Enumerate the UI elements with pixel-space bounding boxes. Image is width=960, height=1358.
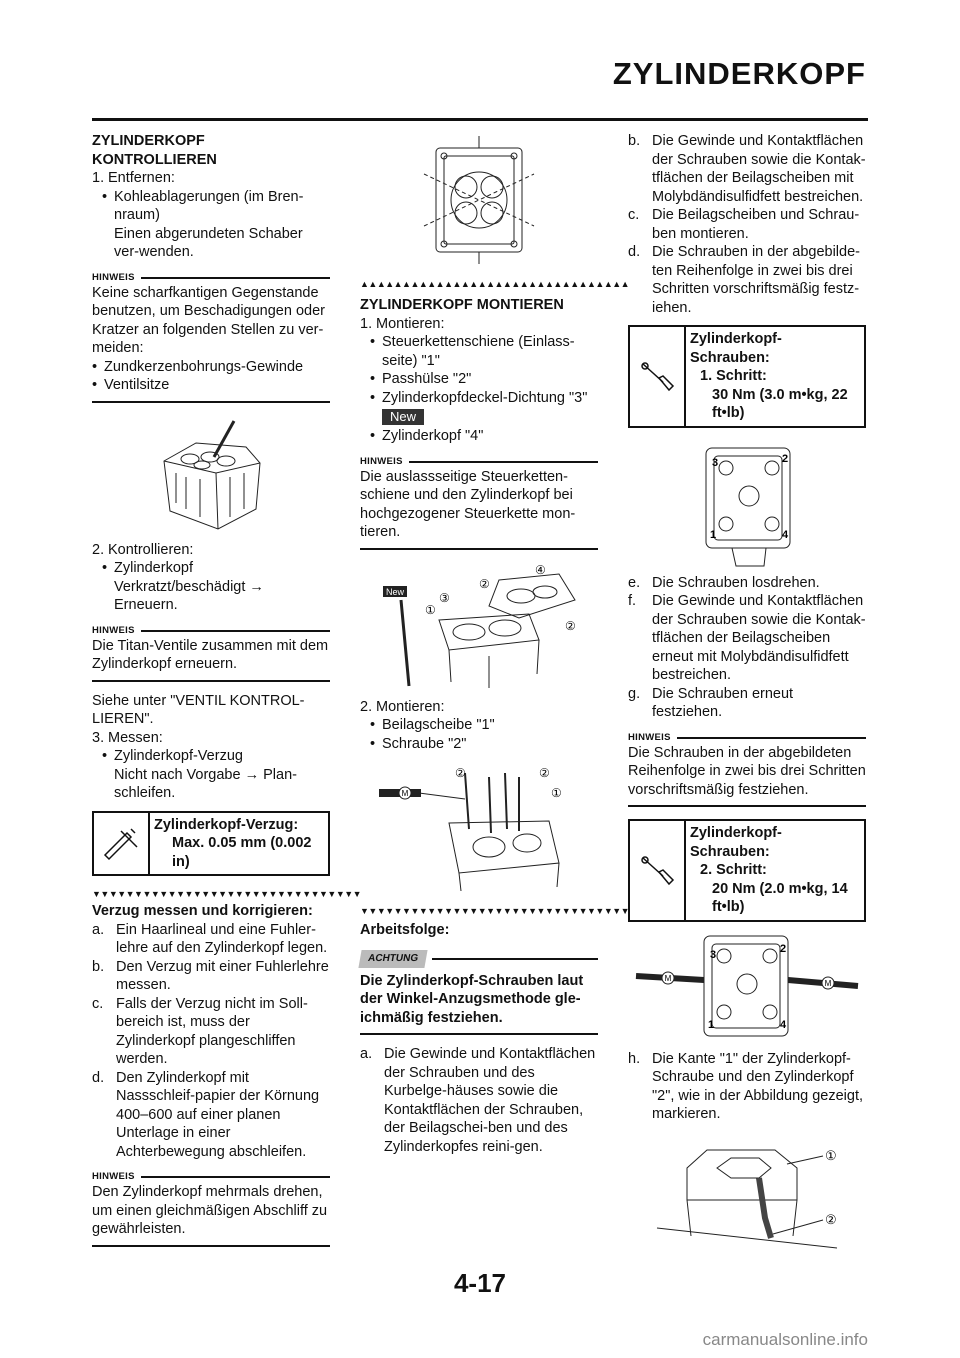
- page-number: 4-17: [453, 1268, 507, 1298]
- note-label: HINWEIS: [92, 624, 135, 636]
- sequence-label: 2: [780, 942, 787, 955]
- procedure-start-marker: ▼▼▼▼▼▼▼▼▼▼▼▼▼▼▼▼▼▼▼▼▼▼▼▼▼▼▼▼▼▼▼▼: [92, 889, 362, 899]
- alpha-item: h. Die Kante "1" der Zylinderkopf-Schraube und den Zylinderkopf "2", wie in der Abbildung gezeigt, markieren.: [628, 1050, 864, 1122]
- note-label: HINWEIS: [628, 731, 671, 743]
- bolt-install-figure: [379, 763, 579, 893]
- note-text: Die Titan-Ventile zusammen mit dem Zylinderkopf erneuern.: [92, 637, 329, 672]
- bullet-item: • Zylinderkopf "4": [370, 428, 484, 444]
- bullet-sub: Erneuern.: [114, 597, 178, 613]
- bolt-marking-figure: [647, 1138, 847, 1256]
- callout-label: ②: [565, 618, 576, 633]
- cylinder-head-top-figure: [414, 134, 544, 266]
- alpha-item: b. Die Gewinde und Kontaktflächen der Schrauben sowie die Kontak-tflächen der Beilagscheiben mit Molybdändisulfidfett bestreichen.: [628, 133, 866, 205]
- watermark: carmanualsonline.info: [702, 1330, 868, 1349]
- note-item: • Zundkerzenbohrungs-Gewinde: [92, 358, 304, 375]
- note-box: [628, 732, 866, 808]
- step-2: 2. Kontrollieren:: [92, 541, 194, 558]
- svg-text:M: M: [664, 973, 672, 983]
- spec-value: 20 Nm (2.0 m•kg, 14 ft•lb): [712, 880, 848, 915]
- warning-text: Die Zylinderkopf-Schrauben laut der Winkel-Anzugsmethode gle-ichmäßig festziehen.: [360, 972, 584, 1026]
- spec-value: 30 Nm (3.0 m•kg, 22 ft•lb): [712, 386, 848, 421]
- note-label: HINWEIS: [92, 1171, 135, 1182]
- alpha-item: c. Die Beilagscheiben und Schrau-ben montieren.: [628, 207, 860, 242]
- torque-wrench-icon: [630, 821, 686, 920]
- bullet-item: • Steuerkettenschiene (Einlass-seite) "1": [370, 334, 575, 369]
- sub-heading: Arbeitsfolge:: [360, 922, 450, 938]
- alpha-item: b. Den Verzug mit einer Fuhlerlehre messen.: [92, 958, 329, 993]
- bullet-item: • Kohleablagerungen (im Bren-nraum): [102, 188, 304, 223]
- column-1: [92, 132, 362, 1247]
- bullet-sub: Nicht nach Vorgabe → Plan-schleifen.: [114, 766, 297, 801]
- bullet-item: • Zylinderkopf-Verzug: [102, 748, 243, 764]
- section-heading: ZYLINDERKOPF KONTROLLIEREN: [92, 133, 217, 168]
- torque-wrench-icon: [630, 327, 686, 426]
- header-rule: [92, 118, 868, 121]
- callout-label: ②: [455, 766, 466, 780]
- note-item: • Ventilsitze: [92, 377, 170, 393]
- page-title: ZYLINDERKOPF: [612, 56, 866, 91]
- note-box: [360, 456, 598, 550]
- step-1: 1. Montieren:: [360, 315, 445, 332]
- alpha-item: a. Ein Haarlineal und eine Fuhler-lehre auf den Zylinderkopf legen.: [92, 921, 328, 956]
- alpha-item: d. Den Zylinderkopf mit Nassschleif-papier der Körnung 400–600 auf einer planen Unterlage in einer Achterbewegung abschleifen.: [92, 1069, 320, 1160]
- spec-box: [628, 819, 866, 922]
- note-text: Den Zylinderkopf mehrmals drehen, um einen gleichmäßigen Abschliff zu gewährleisten.: [92, 1184, 328, 1237]
- sequence-label: 1: [710, 528, 717, 541]
- column-2: [360, 132, 630, 1156]
- sequence-label: 1: [708, 1018, 715, 1031]
- spec-box: [628, 325, 866, 428]
- spec-title: Zylinderkopf-Verzug:: [154, 816, 299, 833]
- bolt-sequence-figure: [682, 438, 812, 568]
- spec-box: [92, 811, 330, 877]
- bullet-item: • Schraube "2": [370, 735, 467, 752]
- note-box: [92, 1171, 330, 1247]
- new-badge: New: [382, 409, 424, 425]
- callout-label: ①: [425, 602, 436, 617]
- step-3: 3. Messen:: [92, 729, 163, 746]
- alpha-item: d. Die Schrauben in der abgebilde-ten Reihenfolge in zwei bis drei Schritten vorschriftsmäßig festz-iehen.: [628, 244, 860, 316]
- svg-text:M: M: [824, 978, 832, 988]
- bullet-item: • Zylinderkopfdeckel-Dichtung "3": [370, 389, 588, 406]
- alpha-item: f. Die Gewinde und Kontaktflächen der Schrauben sowie die Kontak-tflächen der Beilagscheiben erneut mit Molybdändisulfidfett bestreichen.: [628, 593, 866, 683]
- callout-label: ①: [825, 1147, 837, 1163]
- spec-step: 2. Schritt:: [700, 862, 767, 878]
- warning-box: [360, 950, 598, 1036]
- sequence-label: 3: [712, 456, 719, 469]
- callout-label: ③: [439, 590, 450, 605]
- spec-title: Zylinderkopf-Schrauben:: [690, 825, 782, 860]
- bullet-sub: Verkratzt/beschädigt →: [114, 578, 264, 595]
- alpha-item: e. Die Schrauben losdrehen.: [628, 574, 820, 591]
- fig-new-label: New: [385, 586, 405, 597]
- alpha-item: c. Falls der Verzug nicht im Soll-bereich ist, muss der Zylinderkopf plangeschliffen werden.: [92, 995, 308, 1067]
- sequence-label: 3: [710, 948, 717, 961]
- step-2: 2. Montieren:: [360, 698, 445, 715]
- bolt-sequence-figure-2: [632, 932, 862, 1044]
- sequence-label: 4: [782, 528, 789, 541]
- column-3: [628, 132, 866, 1256]
- spec-value: Max. 0.05 mm (0.002 in): [172, 835, 312, 870]
- sequence-label: 4: [780, 1018, 787, 1031]
- spec-title: Zylinderkopf-Schrauben:: [690, 331, 782, 366]
- bullet-item: • Beilagscheibe "1": [370, 717, 495, 733]
- note-text: Die Schrauben in der abgebildeten Reihenfolge in zwei bis drei Schritten vorschriftsmäßig festziehen.: [628, 744, 866, 798]
- warning-label: ACHTUNG: [358, 950, 427, 968]
- straightedge-icon: [94, 813, 150, 875]
- bullet-sub: Einen abgerundeten Schaber ver-wenden.: [114, 225, 303, 260]
- callout-label: ①: [551, 786, 562, 800]
- note-text: Keine scharfkantigen Gegenstande benutzen, um Beschadigungen oder Kratzer an folgenden Stellen zu ver-meiden:: [92, 284, 325, 356]
- reference-text: Siehe unter "VENTIL KONTROL-LIEREN".: [92, 692, 305, 727]
- svg-text:M: M: [401, 789, 409, 798]
- callout-label: ②: [479, 576, 490, 591]
- procedure-start-marker: ▼▼▼▼▼▼▼▼▼▼▼▼▼▼▼▼▼▼▼▼▼▼▼▼▼▼▼▼▼▼▼▼: [360, 906, 630, 916]
- note-text: Die auslassseitige Steuerketten-schiene und den Zylinderkopf bei hochgezogener Steuerkette mon-tieren.: [360, 468, 576, 540]
- note-label: HINWEIS: [92, 271, 135, 283]
- cylinder-assembly-figure: [379, 560, 579, 690]
- bullet-item: • Passhülse "2": [370, 371, 472, 387]
- spec-step: 1. Schritt:: [700, 368, 767, 384]
- alpha-item: a. Die Gewinde und Kontaktflächen der Schrauben und des Kurbelge-häuses sowie die Kontaktflächen der Schrauben, der Beilagschei-ben und des Zylinderkopfes reini-gen.: [360, 1046, 596, 1155]
- cylinder-head-figure: [156, 413, 266, 533]
- note-box: [92, 625, 330, 682]
- bullet-item: • Zylinderkopf: [102, 560, 193, 576]
- alpha-item: g. Die Schrauben erneut festziehen.: [628, 685, 794, 720]
- section-heading: ZYLINDERKOPF MONTIEREN: [360, 297, 564, 313]
- step-1: 1. Entfernen:: [92, 170, 175, 186]
- note-box: [92, 272, 330, 403]
- sequence-label: 2: [782, 452, 789, 465]
- sub-heading: Verzug messen und korrigieren:: [92, 903, 313, 919]
- procedure-end-marker: ▲▲▲▲▲▲▲▲▲▲▲▲▲▲▲▲▲▲▲▲▲▲▲▲▲▲▲▲▲▲▲▲: [360, 279, 630, 289]
- callout-label: ②: [825, 1211, 837, 1227]
- callout-label: ②: [539, 766, 550, 780]
- note-label: HINWEIS: [360, 455, 403, 467]
- callout-label: ④: [535, 562, 546, 577]
